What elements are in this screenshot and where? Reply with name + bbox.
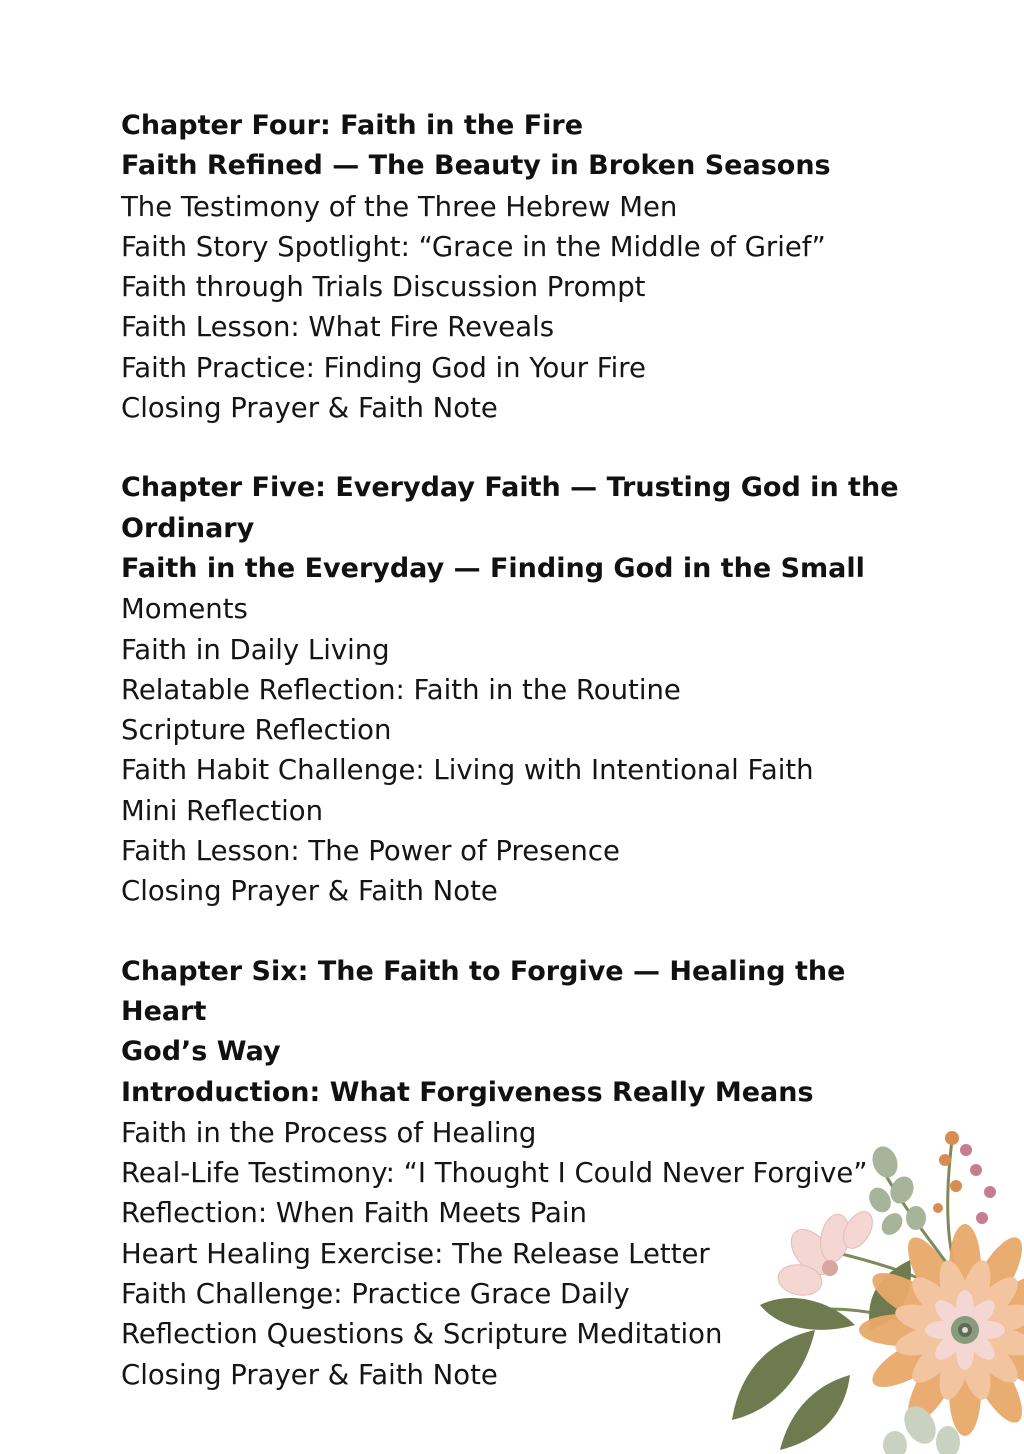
list-item: Closing Prayer & Faith Note [121,392,498,425]
chapter-four-section [121,106,901,428]
list-item: Faith Lesson: The Power of Presence [121,835,620,868]
list-item: Faith Habit Challenge: Living with Intentional Faith [121,754,814,787]
list-item: Closing Prayer & Faith Note [121,1358,498,1391]
chapter-four-title: Chapter Four: Faith in the Fire [121,110,584,141]
list-item: Faith Lesson: What Fire Reveals [121,311,555,344]
list-item: Heart Healing Exercise: The Release Letter [121,1237,710,1270]
chapter-five-title: Chapter Five: Everyday Faith — Trusting God in the [121,472,899,504]
list-item: Scripture Reflection [121,714,392,747]
list-item: The Testimony of the Three Hebrew Men [121,190,678,223]
list-item: Faith Practice: Finding God in Your Fire [121,351,646,384]
list-item: Closing Prayer & Faith Note [121,875,498,908]
chapter-six-subtitle: Introduction: What Forgiveness Really Means [121,1076,814,1108]
list-item: Moments [121,593,248,626]
list-item: Faith in Daily Living [121,633,390,666]
list-item: Faith Story Spotlight: “Grace in the Middle of Grief” [121,230,826,263]
list-item: Mini Reflection [121,794,324,827]
chapter-five-subtitle: Faith in the Everyday — Finding God in the Small [121,552,865,584]
list-item: Reflection Questions & Scripture Meditation [121,1318,723,1351]
chapter-six-title: Chapter Six: The Faith to Forgive — Healing the Heart [121,955,846,1027]
chapter-four-subtitle: Faith Refined — The Beauty in Broken Seasons [121,150,831,182]
chapter-six-title-continued: God’s Way [121,1036,281,1068]
list-item: Real-Life Testimony: “I Thought I Could Never Forgive” [121,1157,868,1190]
list-item: Relatable Reflection: Faith in the Routine [121,673,681,706]
list-item: Faith Challenge: Practice Grace Daily [121,1278,630,1311]
chapter-five-title-continued: Ordinary [121,512,255,544]
list-item: Faith through Trials Discussion Prompt [121,271,646,304]
chapter-five-section [121,468,901,911]
list-item: Reflection: When Faith Meets Pain [121,1197,587,1230]
list-item: Faith in the Process of Healing [121,1116,537,1149]
flower-bouquet-icon [720,1120,1024,1454]
